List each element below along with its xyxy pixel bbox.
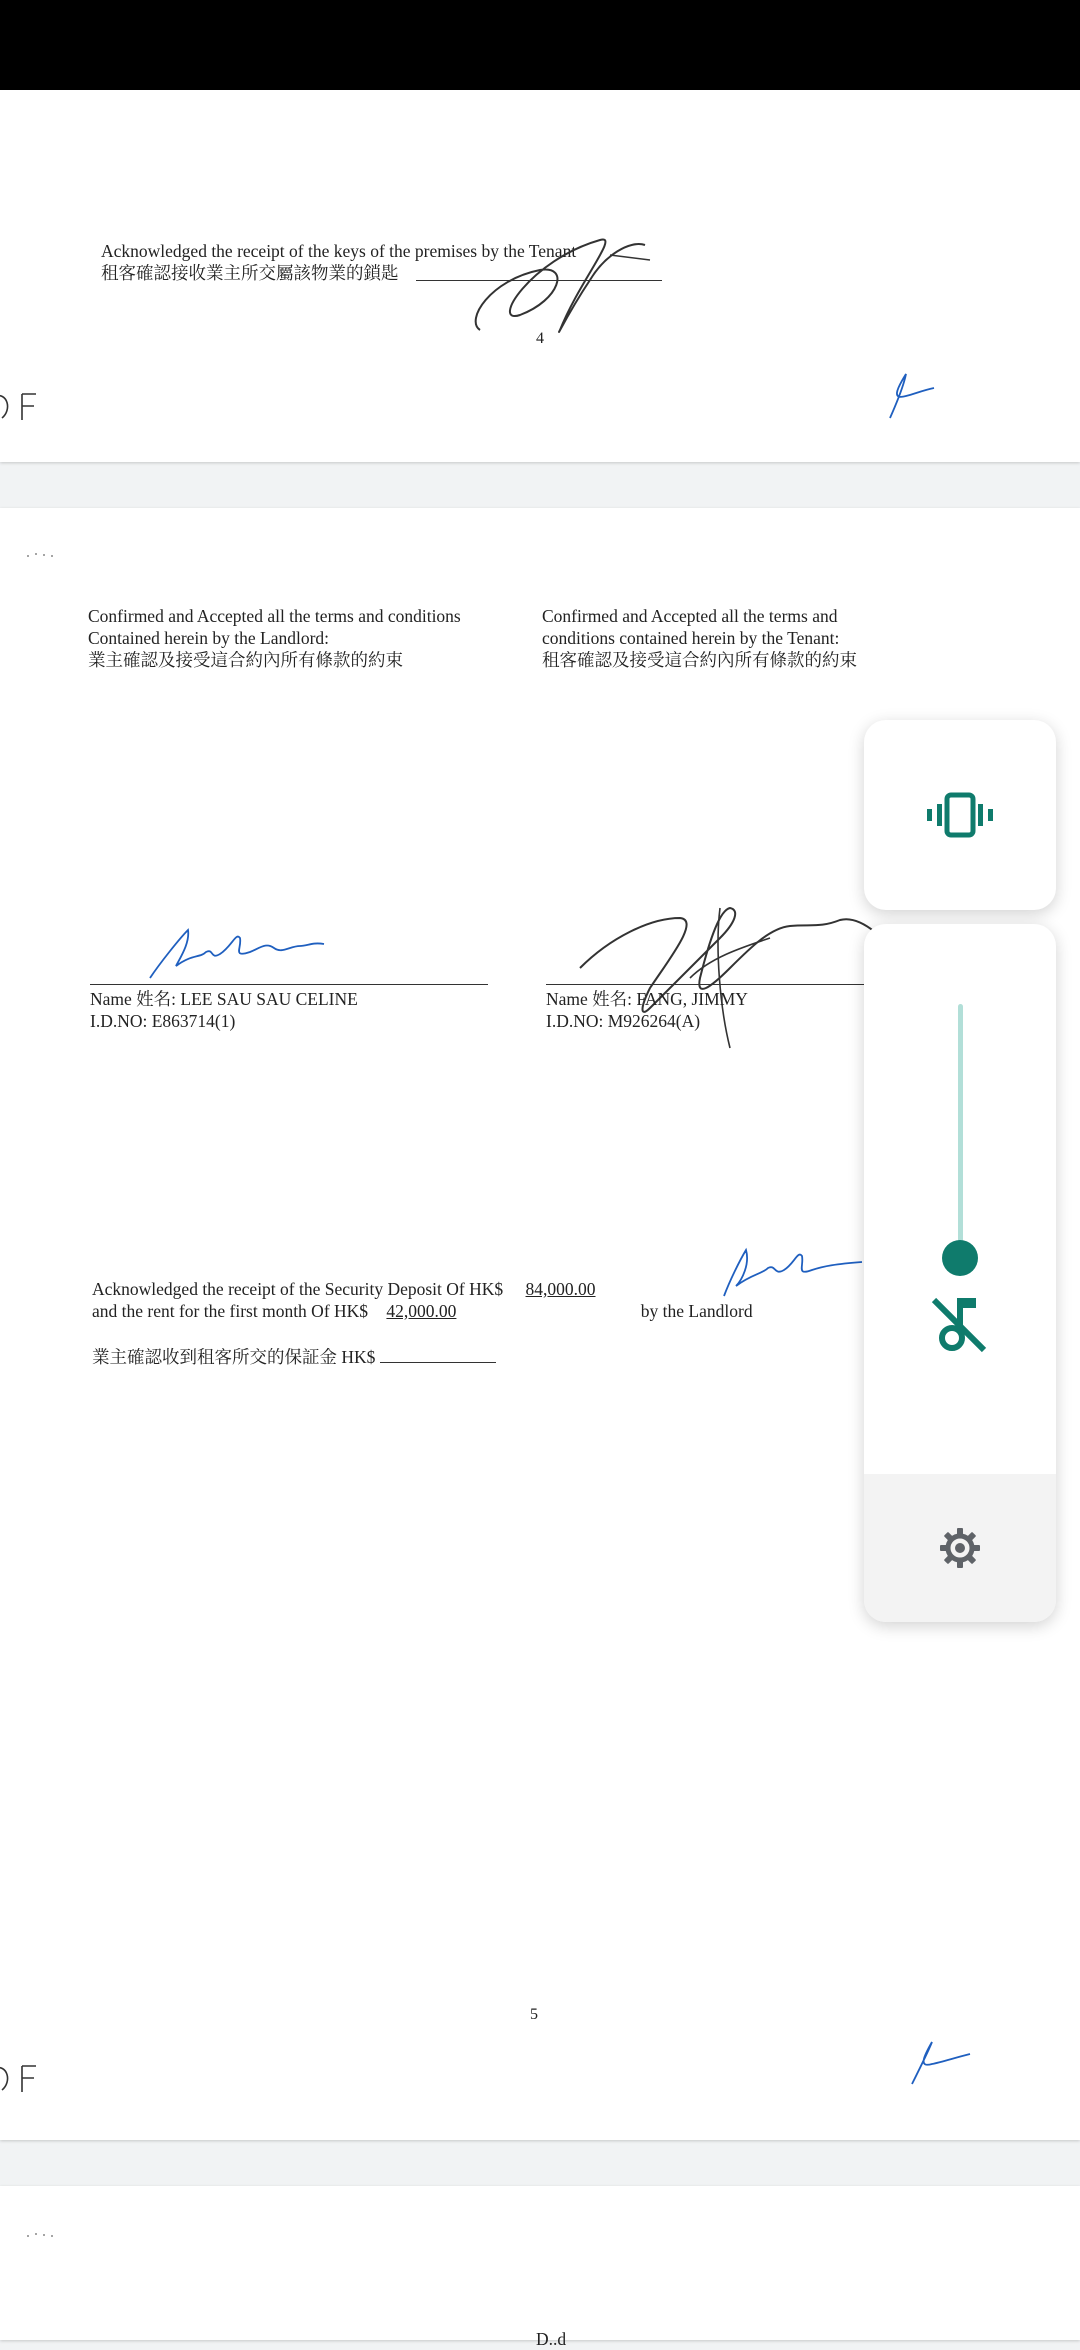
volume-slider[interactable] xyxy=(924,1004,996,1294)
keys-ack-zh: 租客確認接收業主所交屬該物業的鎖匙 xyxy=(101,263,399,283)
landlord-signature-line xyxy=(90,984,488,985)
volume-slider-card xyxy=(864,924,1056,1622)
page-number-5: 5 xyxy=(530,2006,538,2023)
document-page-4 xyxy=(0,90,1080,462)
music-note-off-icon[interactable] xyxy=(904,1274,1016,1374)
tenant-id: I.D.NO: M926264(A) xyxy=(546,1011,701,1031)
tenant-confirm-zh: 租客確認及接受這合約內所有條款的約束 xyxy=(542,650,857,670)
landlord-confirm-en-2: Contained herein by the Landlord: xyxy=(88,628,330,648)
tenant-name: Name 姓名: FANG, JIMMY xyxy=(546,989,748,1009)
landlord-confirm-zh: 業主確認及接受這合約內所有條款的約束 xyxy=(88,650,403,670)
page6-partial-text: D..d xyxy=(536,2329,567,2349)
volume-settings-area xyxy=(864,1474,1056,1622)
volume-slider-track xyxy=(958,1004,963,1254)
landlord-name: Name 姓名: LEE SAU SAU CELINE xyxy=(90,989,358,1009)
gear-icon[interactable] xyxy=(864,1474,1056,1622)
page-number-4: 4 xyxy=(536,330,544,347)
rent-suffix: by the Landlord xyxy=(640,1301,753,1321)
tenant-confirm-en-2: conditions contained herein by the Tenant: xyxy=(542,628,840,648)
keys-ack-signature-line xyxy=(416,280,662,281)
tenant-confirm-en-1: Confirmed and Accepted all the terms and xyxy=(542,606,838,626)
rent-prefix: and the rent for the first month Of HK$ xyxy=(92,1301,369,1321)
margin-initial-right-4 xyxy=(884,370,944,420)
scan-specks xyxy=(26,550,56,560)
scan-specks-6 xyxy=(26,2230,56,2240)
margin-initial-right-5 xyxy=(904,2038,974,2088)
deposit-zh-blank xyxy=(380,1348,496,1363)
document-page-6 xyxy=(0,2186,1080,2349)
deposit-ack-prefix: Acknowledged the receipt of the Security Deposit Of HK$ xyxy=(92,1279,504,1299)
landlord-id: I.D.NO: E863714(1) xyxy=(90,1011,236,1031)
deposit-zh-line xyxy=(92,1346,496,1368)
margin-initial-left-5 xyxy=(0,2060,40,2100)
rent-line xyxy=(92,1300,753,1322)
ringer-mode-button[interactable] xyxy=(864,720,1056,910)
keys-ack-en: Acknowledged the receipt of the keys of the premises by the Tenant xyxy=(101,241,577,261)
rent-amount: 42,000.00 xyxy=(386,1301,457,1321)
landlord-signature xyxy=(140,908,340,988)
status-bar xyxy=(0,0,1080,90)
deposit-zh: 業主確認收到租客所交的保証金 HK$ xyxy=(92,1347,376,1367)
margin-initial-left-4 xyxy=(0,388,40,428)
volume-slider-thumb[interactable] xyxy=(942,1240,978,1276)
vibrate-icon xyxy=(864,720,1056,910)
tenant-signature-line xyxy=(546,984,864,985)
deposit-ack-line xyxy=(92,1278,762,1300)
landlord-confirm-en-1: Confirmed and Accepted all the terms and conditions xyxy=(88,606,461,626)
deposit-amount: 84,000.00 xyxy=(525,1279,596,1299)
